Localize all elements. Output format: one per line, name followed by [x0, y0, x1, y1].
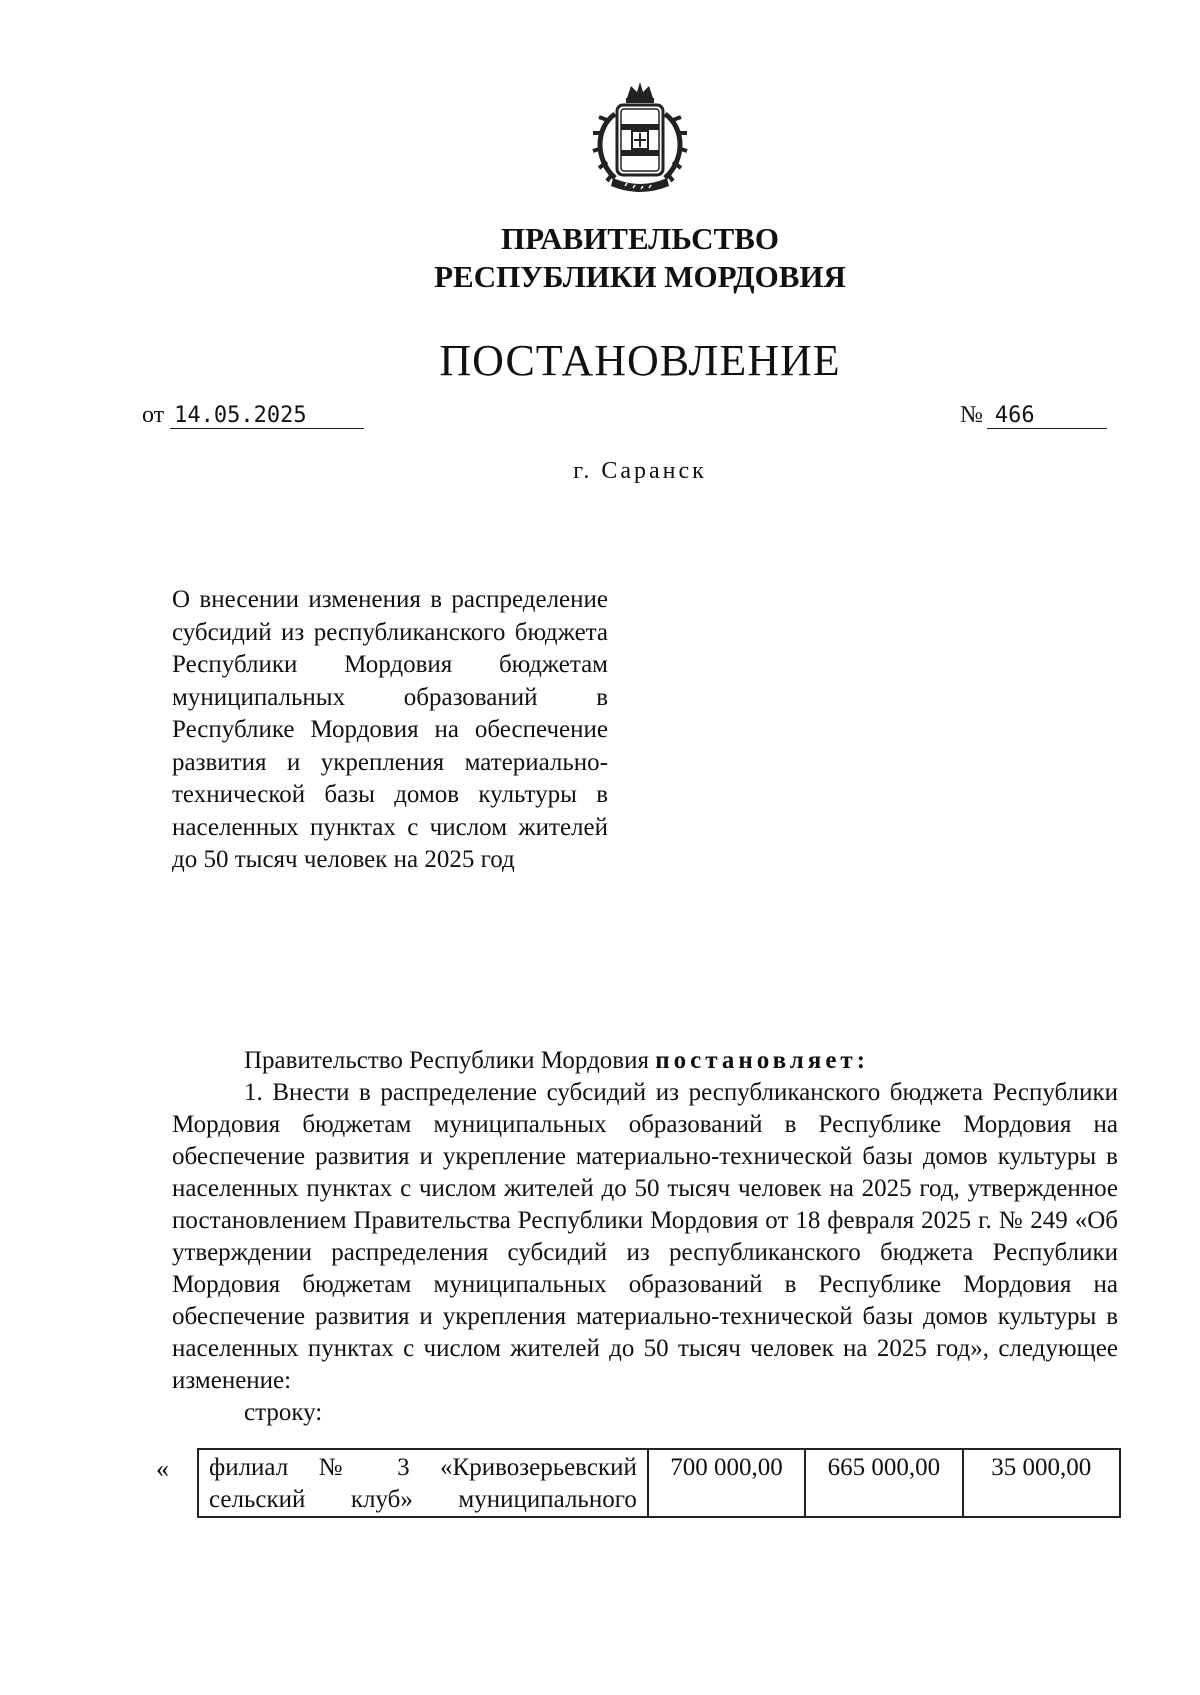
open-quote: « [156, 1454, 169, 1483]
coat-of-arms-emblem [585, 78, 695, 196]
intro-text: Правительство Республики Мордовия [244, 1047, 656, 1074]
city-line: г. Саранск [573, 458, 707, 484]
date-label: от [142, 402, 165, 428]
number-row [960, 402, 1107, 429]
row-local-cell: 35 000,00 [963, 1449, 1120, 1517]
row-label: строку: [244, 1399, 323, 1426]
intro-emphasis: постановляет: [655, 1047, 870, 1074]
date-row [142, 402, 364, 429]
row-republic-cell: 665 000,00 [805, 1449, 962, 1517]
number-label: № [960, 402, 983, 428]
row-total-cell: 700 000,00 [648, 1449, 805, 1517]
gov-title-line1: ПРАВИТЕЛЬСТВО [501, 221, 779, 256]
gov-title-line2: РЕСПУБЛИКИ МОРДОВИЯ [434, 259, 846, 294]
row-name-cell: филиал № 3 «Кривозерьевский сельский клуб» муниципального [198, 1449, 648, 1517]
item-1-paragraph: 1. Внести в распределение субсидий из республиканского бюджета Республики Мордовия бюджетам муниципальных образований в Республике Мордовия на обеспечение развития и укрепление материально-технической базы домов культуры в населенных пунктах с числом жителей до 50 тысяч человек на 2025 год, утвержденное постановлением Правительства Республики Мордовия от 18 февраля 2025 г. № 249 «Об утверждении распределения субсидий из республиканского бюджета Республики Мордовия бюджетам муниципальных образований в Республике Мордовия на обеспечение развития и укрепления материально-технической базы домов культуры в населенных пунктах с числом жителей до 50 тысяч человек на 2025 год», следующее изменение: [172, 1079, 1118, 1394]
document-type: ПОСТАНОВЛЕНИЕ [439, 336, 841, 385]
mordovia-coat-of-arms-icon [585, 78, 695, 196]
intro-paragraph [172, 1045, 1118, 1077]
number-value: 466 [987, 403, 1107, 429]
subsidy-row-table [197, 1448, 1121, 1518]
table-row [198, 1449, 1120, 1517]
document-heading: О внесении изменения в распределение субсидий из республиканского бюджета Республики Мордовия бюджетам муниципальных образований в Республике Мордовия на обеспечение развития и укрепления материально-технической базы домов культуры в населенных пунктах с числом жителей до 50 тысяч человек на 2025 год [172, 586, 608, 873]
document-body [172, 1045, 1118, 1429]
government-title [300, 220, 980, 296]
date-value: 14.05.2025 [170, 403, 364, 429]
